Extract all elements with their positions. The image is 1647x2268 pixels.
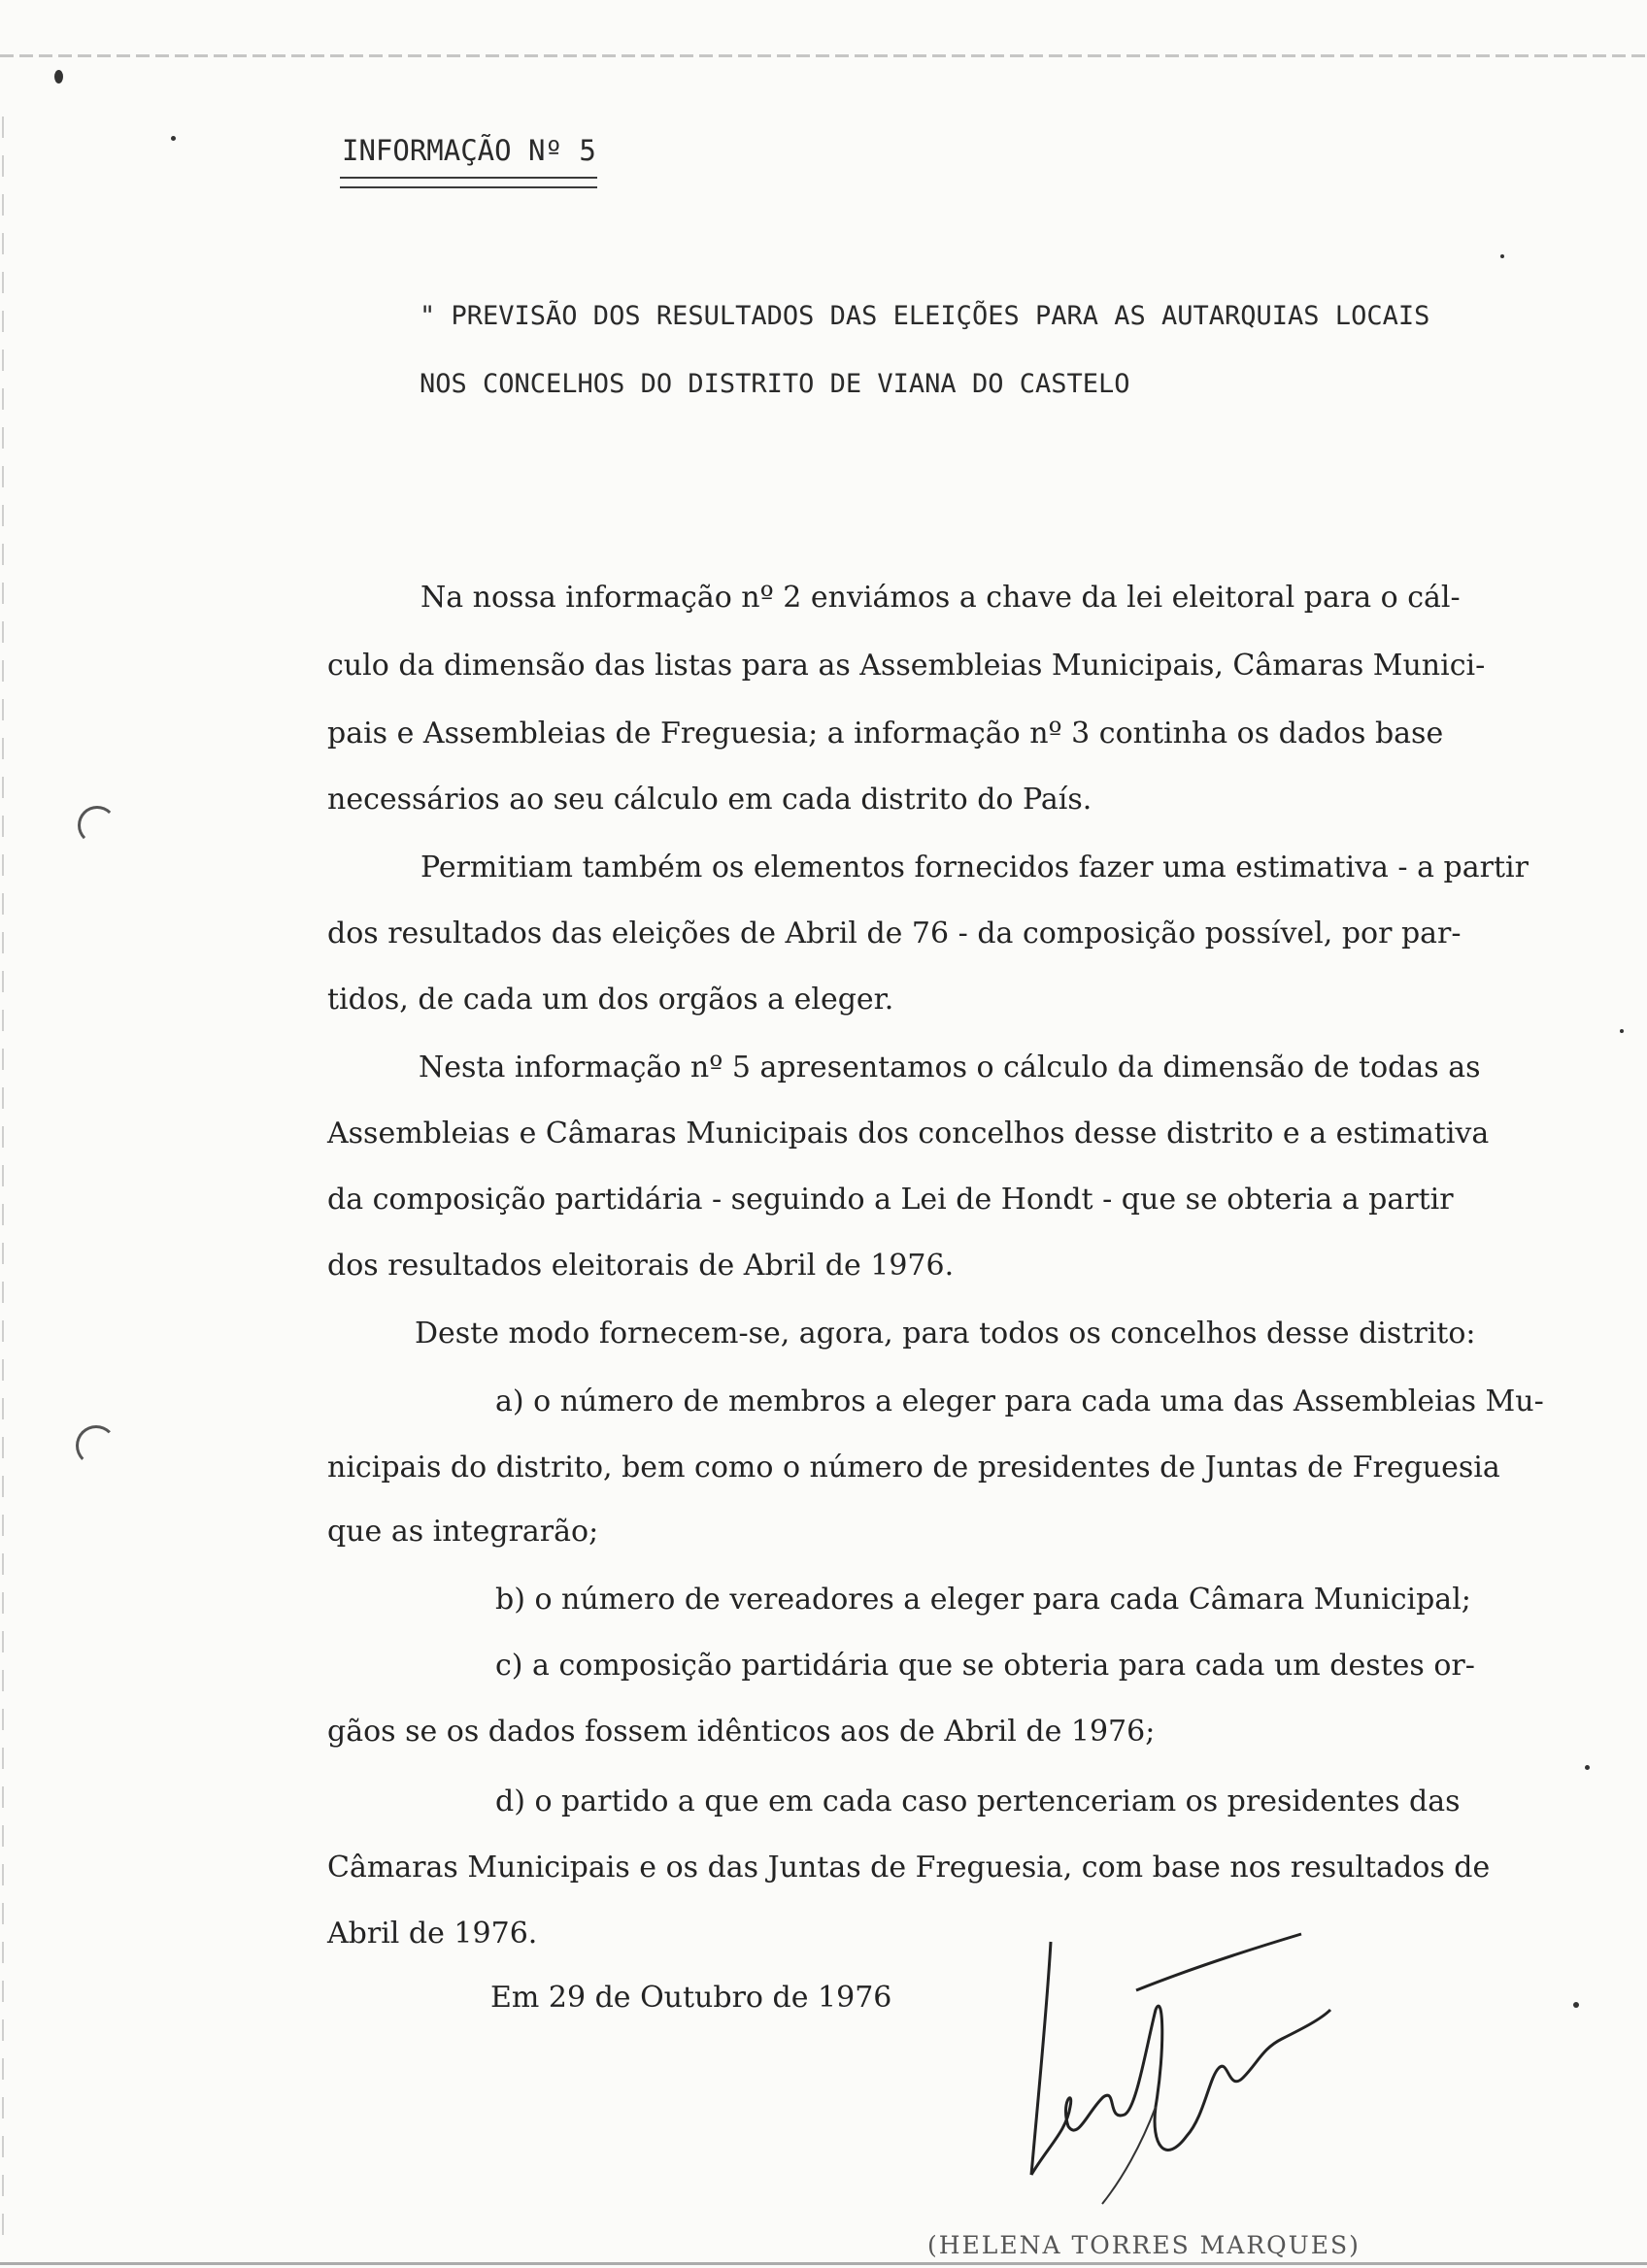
body-line: gãos se os dados fossem idênticos aos de Abril de 1976; <box>327 1715 1156 1749</box>
heading-underline <box>340 186 597 188</box>
date-line: Em 29 de Outubro de 1976 <box>490 1981 892 2015</box>
scan-speck <box>54 70 63 83</box>
body-line: dos resultados das eleições de Abril de 76 - da composição possível, por par- <box>327 917 1462 951</box>
scan-speck <box>1573 2002 1579 2008</box>
top-scan-edge <box>0 54 1647 57</box>
body-line: Deste modo fornecem-se, agora, para todos os concelhos desse distrito: <box>415 1317 1476 1351</box>
body-line: nicipais do distrito, bem como o número de presidentes de Juntas de Freguesia <box>327 1451 1500 1484</box>
scan-speck <box>1620 1029 1624 1033</box>
signer-name: (HELENA TORRES MARQUES) <box>927 2231 1361 2259</box>
handwritten-signature <box>1010 1932 1360 2214</box>
body-line: Abril de 1976. <box>327 1917 538 1951</box>
body-line: dos resultados eleitorais de Abril de 1976. <box>327 1249 955 1283</box>
body-line: necessários ao seu cálculo em cada distrito do País. <box>327 783 1092 817</box>
body-line: Permitiam também os elementos fornecidos fazer uma estimativa - a partir <box>420 850 1529 884</box>
list-item-c: c) a composição partidária que se obteria para cada um destes or- <box>495 1649 1475 1683</box>
scan-speck <box>171 136 176 141</box>
body-line: Câmaras Municipais e os das Juntas de Freguesia, com base nos resultados de <box>327 1851 1491 1884</box>
body-line: Assembleias e Câmaras Municipais dos concelhos desse distrito e a estimativa <box>327 1117 1490 1151</box>
scan-speck <box>1585 1765 1590 1770</box>
body-line: culo da dimensão das listas para as Assembleias Municipais, Câmaras Munici- <box>327 649 1486 683</box>
list-item-a: a) o número de membros a eleger para cada uma das Assembleias Mu- <box>495 1384 1544 1418</box>
list-item-b: b) o número de vereadores a eleger para cada Câmara Municipal; <box>495 1583 1471 1617</box>
bottom-scan-edge <box>0 2262 1647 2265</box>
list-item-d: d) o partido a que em cada caso pertenceriam os presidentes das <box>495 1784 1461 1818</box>
left-scan-edge <box>2 117 4 2252</box>
punch-hole-mark <box>78 806 117 845</box>
body-line: Nesta informação nº 5 apresentamos o cálculo da dimensão de todas as <box>419 1051 1481 1084</box>
title-line: NOS CONCELHOS DO DISTRITO DE VIANA DO CASTELO <box>420 369 1130 399</box>
scan-speck <box>1500 254 1504 258</box>
document-heading: INFORMAÇÃO Nº 5 <box>342 134 596 167</box>
heading-underline <box>340 177 597 179</box>
title-line: " PREVISÃO DOS RESULTADOS DAS ELEIÇÕES PARA AS AUTARQUIAS LOCAIS <box>420 301 1430 331</box>
body-line: da composição partidária - seguindo a Lei de Hondt - que se obteria a partir <box>327 1183 1454 1217</box>
body-line: Na nossa informação nº 2 enviámos a chave da lei eleitoral para o cál- <box>420 581 1461 615</box>
body-line: tidos, de cada um dos orgãos a eleger. <box>327 983 894 1017</box>
body-line: que as integrarão; <box>327 1515 599 1549</box>
body-line: pais e Assembleias de Freguesia; a informação nº 3 continha os dados base <box>327 717 1444 750</box>
punch-hole-mark <box>76 1425 117 1466</box>
